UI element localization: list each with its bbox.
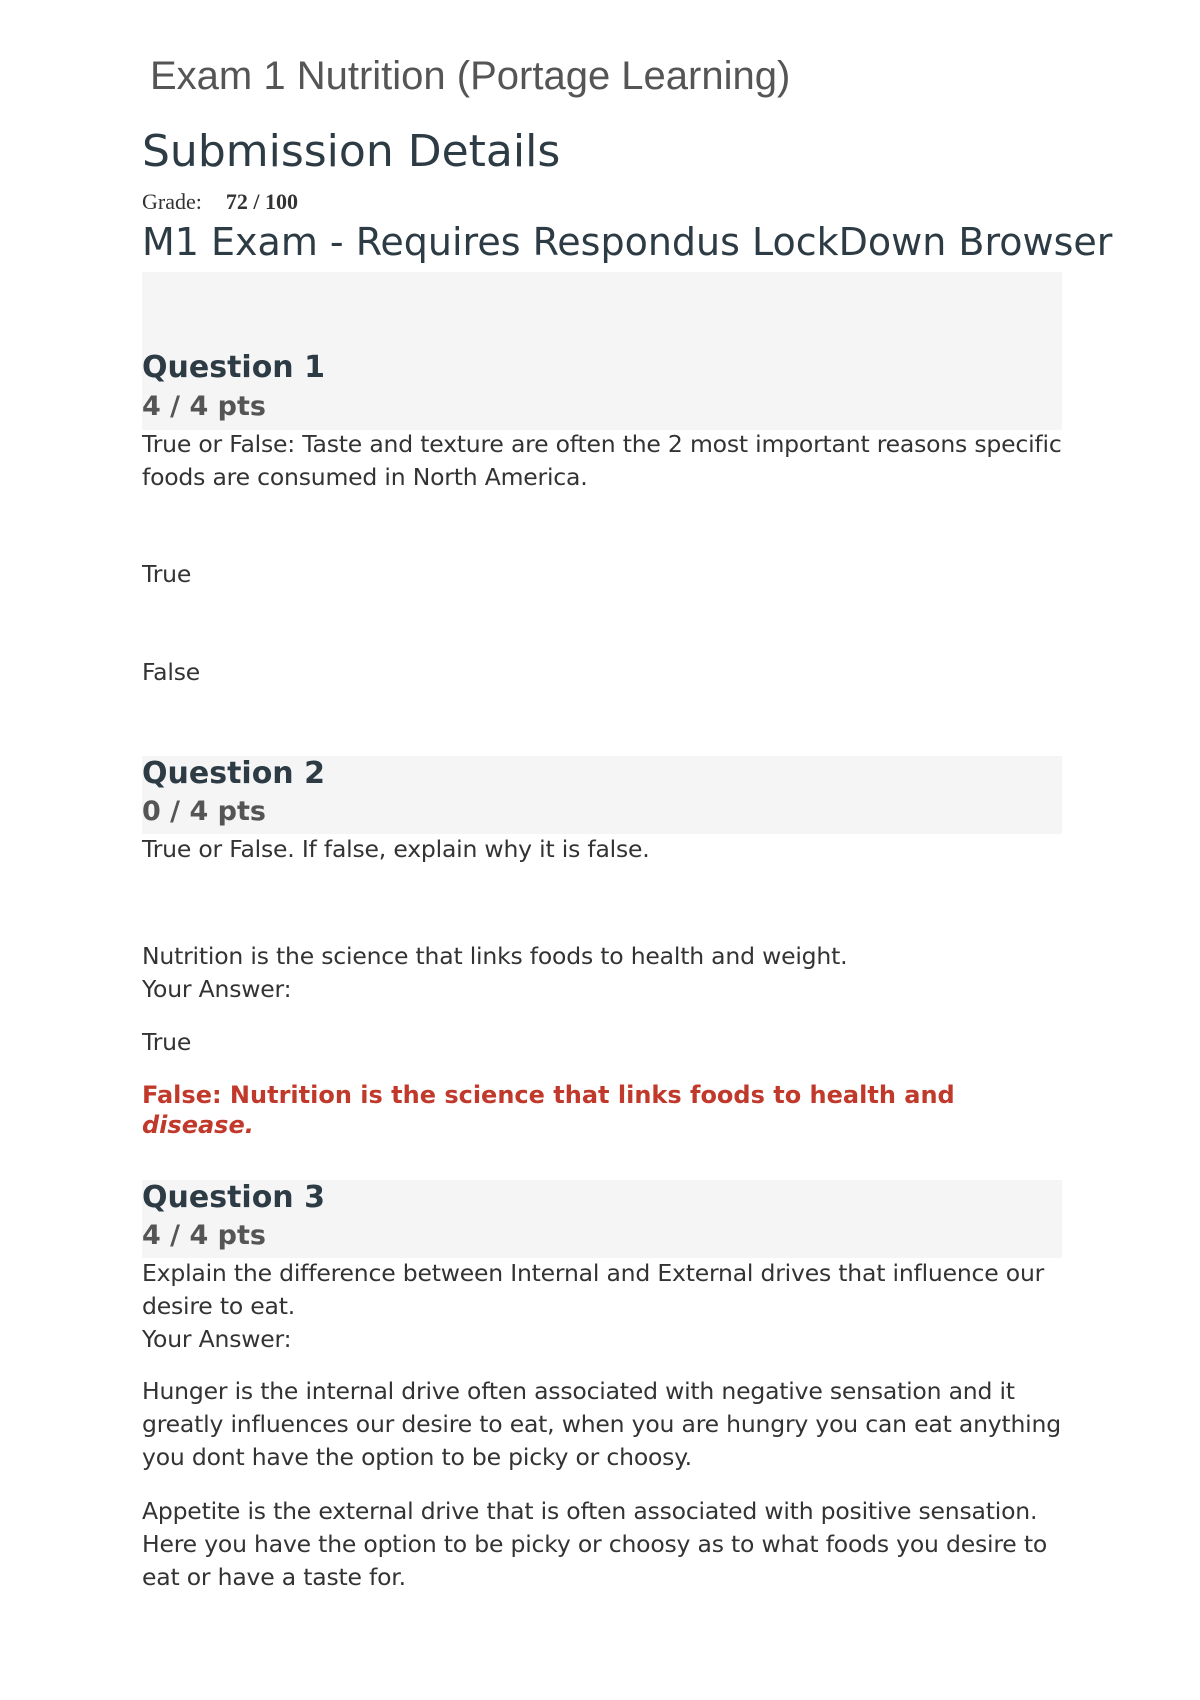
submission-details-heading: Submission Details: [142, 126, 561, 177]
question-1-option-true: True: [142, 560, 192, 588]
question-1-points: 4 / 4 pts: [142, 391, 266, 422]
question-2-points: 0 / 4 pts: [142, 796, 266, 827]
question-3-points: 4 / 4 pts: [142, 1220, 266, 1251]
question-1-title: Question 1: [142, 350, 325, 385]
question-2-correct-answer-emphasis: disease.: [142, 1111, 254, 1139]
question-1-option-false: False: [142, 658, 200, 686]
exam-title: M1 Exam - Requires Respondus LockDown Browser: [142, 220, 1113, 264]
question-2-correct-answer: [142, 1080, 1072, 1140]
question-3-answer-hunger: Hunger is the internal drive often associated with negative sensation and it greatly influences our desire to eat, when you are hungry you can eat anything you dont have the option to be picky or choosy.: [142, 1377, 1061, 1471]
grade-line: [142, 189, 298, 215]
grade-value: 72 / 100: [225, 189, 298, 214]
question-3-prompt: Explain the difference between Internal and External drives that influence our desire to eat.: [142, 1259, 1045, 1320]
question-3-answer-appetite: Appetite is the external drive that is often associated with positive sensation. Here you have the option to be picky or choosy as to what foods you desire to eat or have a taste for.: [142, 1497, 1048, 1591]
question-3-your-answer-label: Your Answer:: [142, 1325, 292, 1353]
question-2-correct-answer-text: False: Nutrition is the science that links foods to health and: [142, 1081, 955, 1109]
question-2-your-answer-label: Your Answer:: [142, 975, 292, 1003]
question-2-your-answer: True: [142, 1028, 192, 1056]
question-2-prompt: True or False. If false, explain why it is false.: [142, 835, 650, 863]
question-2-title: Question 2: [142, 756, 325, 791]
question-2-statement: Nutrition is the science that links foods to health and weight.: [142, 942, 848, 970]
grade-label: Grade:: [142, 189, 202, 214]
document-title: Exam 1 Nutrition (Portage Learning): [150, 54, 791, 98]
question-1-prompt: True or False: Taste and texture are often the 2 most important reasons specific foods are consumed in North America.: [142, 430, 1062, 491]
question-3-title: Question 3: [142, 1180, 325, 1215]
